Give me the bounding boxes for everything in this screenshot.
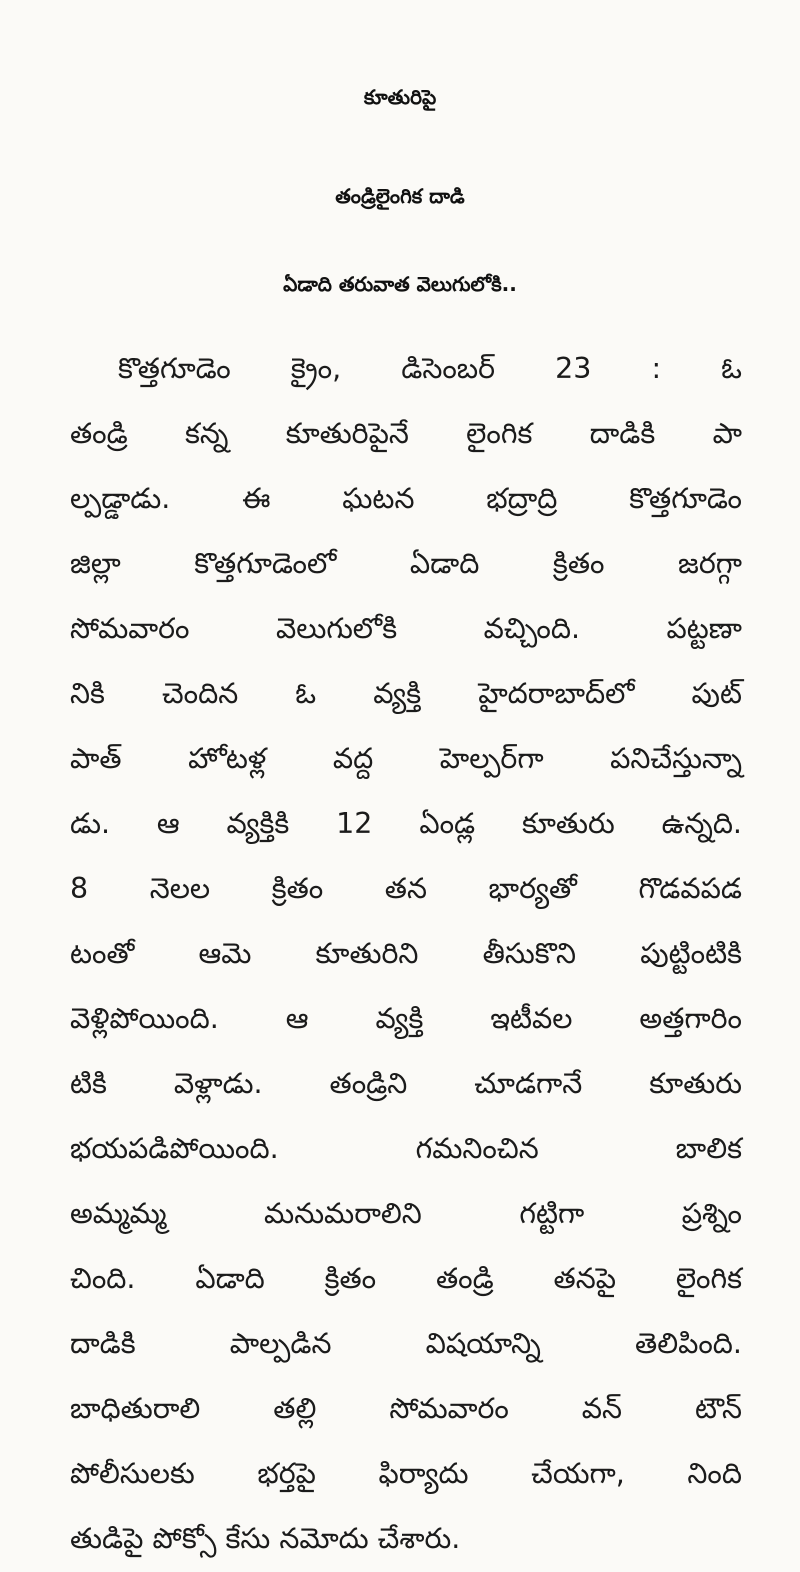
body-line: చింది. ఏడాది క్రితం తండ్రి తనపై లైంగిక	[70, 1262, 742, 1295]
body-line: టంతో ఆమె కూతురిని తీసుకొని పుట్టింటికి	[70, 937, 742, 970]
body-line: అమ్మమ్మ మనుమరాలిని గట్టిగా ప్రశ్నిం	[70, 1197, 742, 1230]
body-line: జిల్లా కొత్తగూడెంలో ఏడాది క్రితం జరగ్గా	[70, 547, 742, 580]
body-line: వెళ్లిపోయింది. ఆ వ్యక్తి ఇటీవల అత్తగారిం	[70, 1002, 742, 1035]
body-line: తుడిపై పోక్సో కేసు నమోదు చేశారు.	[70, 1522, 461, 1555]
body-line: దాడికి పాల్పడిన విషయాన్ని తెలిపింది.	[70, 1327, 742, 1360]
article-body	[70, 336, 742, 1571]
body-line: బాధితురాలి తల్లి సోమవారం వన్ టౌన్	[70, 1392, 742, 1425]
headline-line-2: తండ్రిలైంగిక దాడి	[335, 184, 465, 208]
subheadline: ఏడాది తరువాత వెలుగులోకి..	[283, 272, 517, 296]
headline-line-1: కూతురిపై	[363, 85, 437, 109]
body-line: 8 నెలల క్రితం తన భార్యతో గొడవపడ	[70, 872, 742, 905]
body-line: భయపడిపోయింది. గమనించిన బాలిక	[70, 1132, 742, 1165]
body-line: డు. ఆ వ్యక్తికి 12 ఏండ్ల కూతురు ఉన్నది.	[70, 807, 742, 840]
body-line: కొత్తగూడెం క్రైం, డిసెంబర్ 23 : ఓ	[118, 352, 742, 385]
body-line: టికి వెళ్లాడు. తండ్రిని చూడగానే కూతురు	[70, 1067, 742, 1100]
body-line: తండ్రి కన్న కూతురిపైనే లైంగిక దాడికి పా	[70, 417, 742, 450]
body-line: నికి చెందిన ఓ వ్యక్తి హైదరాబాద్‌లో పుట్	[70, 677, 742, 710]
body-line: ల్పడ్డాడు. ఈ ఘటన భద్రాద్రి కొత్తగూడెం	[70, 482, 742, 515]
body-line: పోలీసులకు భర్తపై ఫిర్యాదు చేయగా, నింది	[70, 1457, 742, 1490]
body-line: పాత్ హోటళ్ల వద్ద హెల్పర్‌గా పనిచేస్తున్నా	[70, 742, 742, 775]
body-line: సోమవారం వెలుగులోకి వచ్చింది. పట్టణా	[70, 612, 742, 645]
